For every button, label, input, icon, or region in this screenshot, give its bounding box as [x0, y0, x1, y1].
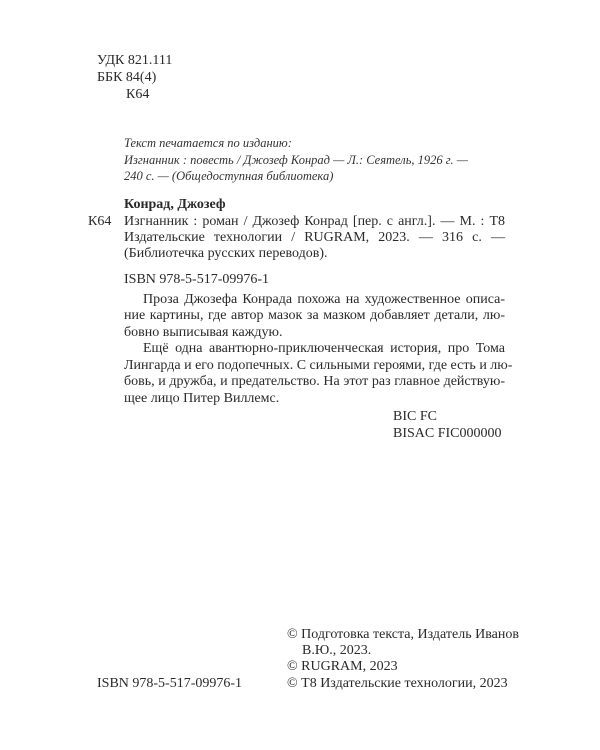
annotation-line: Проза Джозефа Конрада похожа на художественное описа-: [143, 292, 505, 307]
annotation-line: бовно выписывая каждую.: [124, 325, 283, 340]
annotation-line: Лингарда и его подопечных. С сильными героями, где есть и лю-: [124, 358, 513, 373]
annotation-line: ние картины, где автор мазок за мазком добавляет детали, лю-: [124, 308, 505, 323]
source-edition-line: 240 с. — (Общедоступная библиотека): [124, 169, 334, 183]
annotation-line: щее лицо Питер Виллемс.: [124, 391, 280, 406]
catalog-isbn: ISBN 978-5-517-09976-1: [124, 272, 270, 287]
source-edition-line: Изгнанник : повесть / Джозеф Конрад — Л.: Сеятель, 1926 г. —: [124, 153, 468, 167]
copyright-line: © Подготовка текста, Издатель Иванов: [287, 627, 519, 642]
annotation-line: бовь, и дружба, и предательство. На этот раз главное действую-: [124, 374, 505, 389]
author-mark: К64: [126, 87, 150, 102]
annotation-line: Ещё одна авантюрно-приключенческая история, про Тома: [143, 341, 505, 356]
bbk-code: ББК 84(4): [97, 70, 157, 85]
footer-isbn: ISBN 978-5-517-09976-1: [97, 676, 243, 691]
copyright-line: В.Ю., 2023.: [302, 643, 372, 658]
copyright-line: © Т8 Издательские технологии, 2023: [287, 676, 508, 691]
catalog-line: Изгнанник : роман / Джозеф Конрад [пер. с англ.]. — М. : Т8: [124, 214, 505, 229]
copyright-line: © RUGRAM, 2023: [287, 659, 398, 674]
udk-code: УДК 821.111: [97, 53, 173, 68]
bic-code: BIC FC: [393, 409, 437, 424]
catalog-line: (Библиотечка русских переводов).: [124, 246, 328, 261]
bisac-code: BISAC FIC000000: [393, 426, 502, 441]
source-edition-line: Текст печатается по изданию:: [124, 136, 292, 150]
catalog-mark: К64: [88, 214, 112, 229]
catalog-line: Издательские технологии / RUGRAM, 2023. — 316 с. —: [124, 230, 505, 245]
catalog-author: Конрад, Джозеф: [124, 197, 226, 212]
